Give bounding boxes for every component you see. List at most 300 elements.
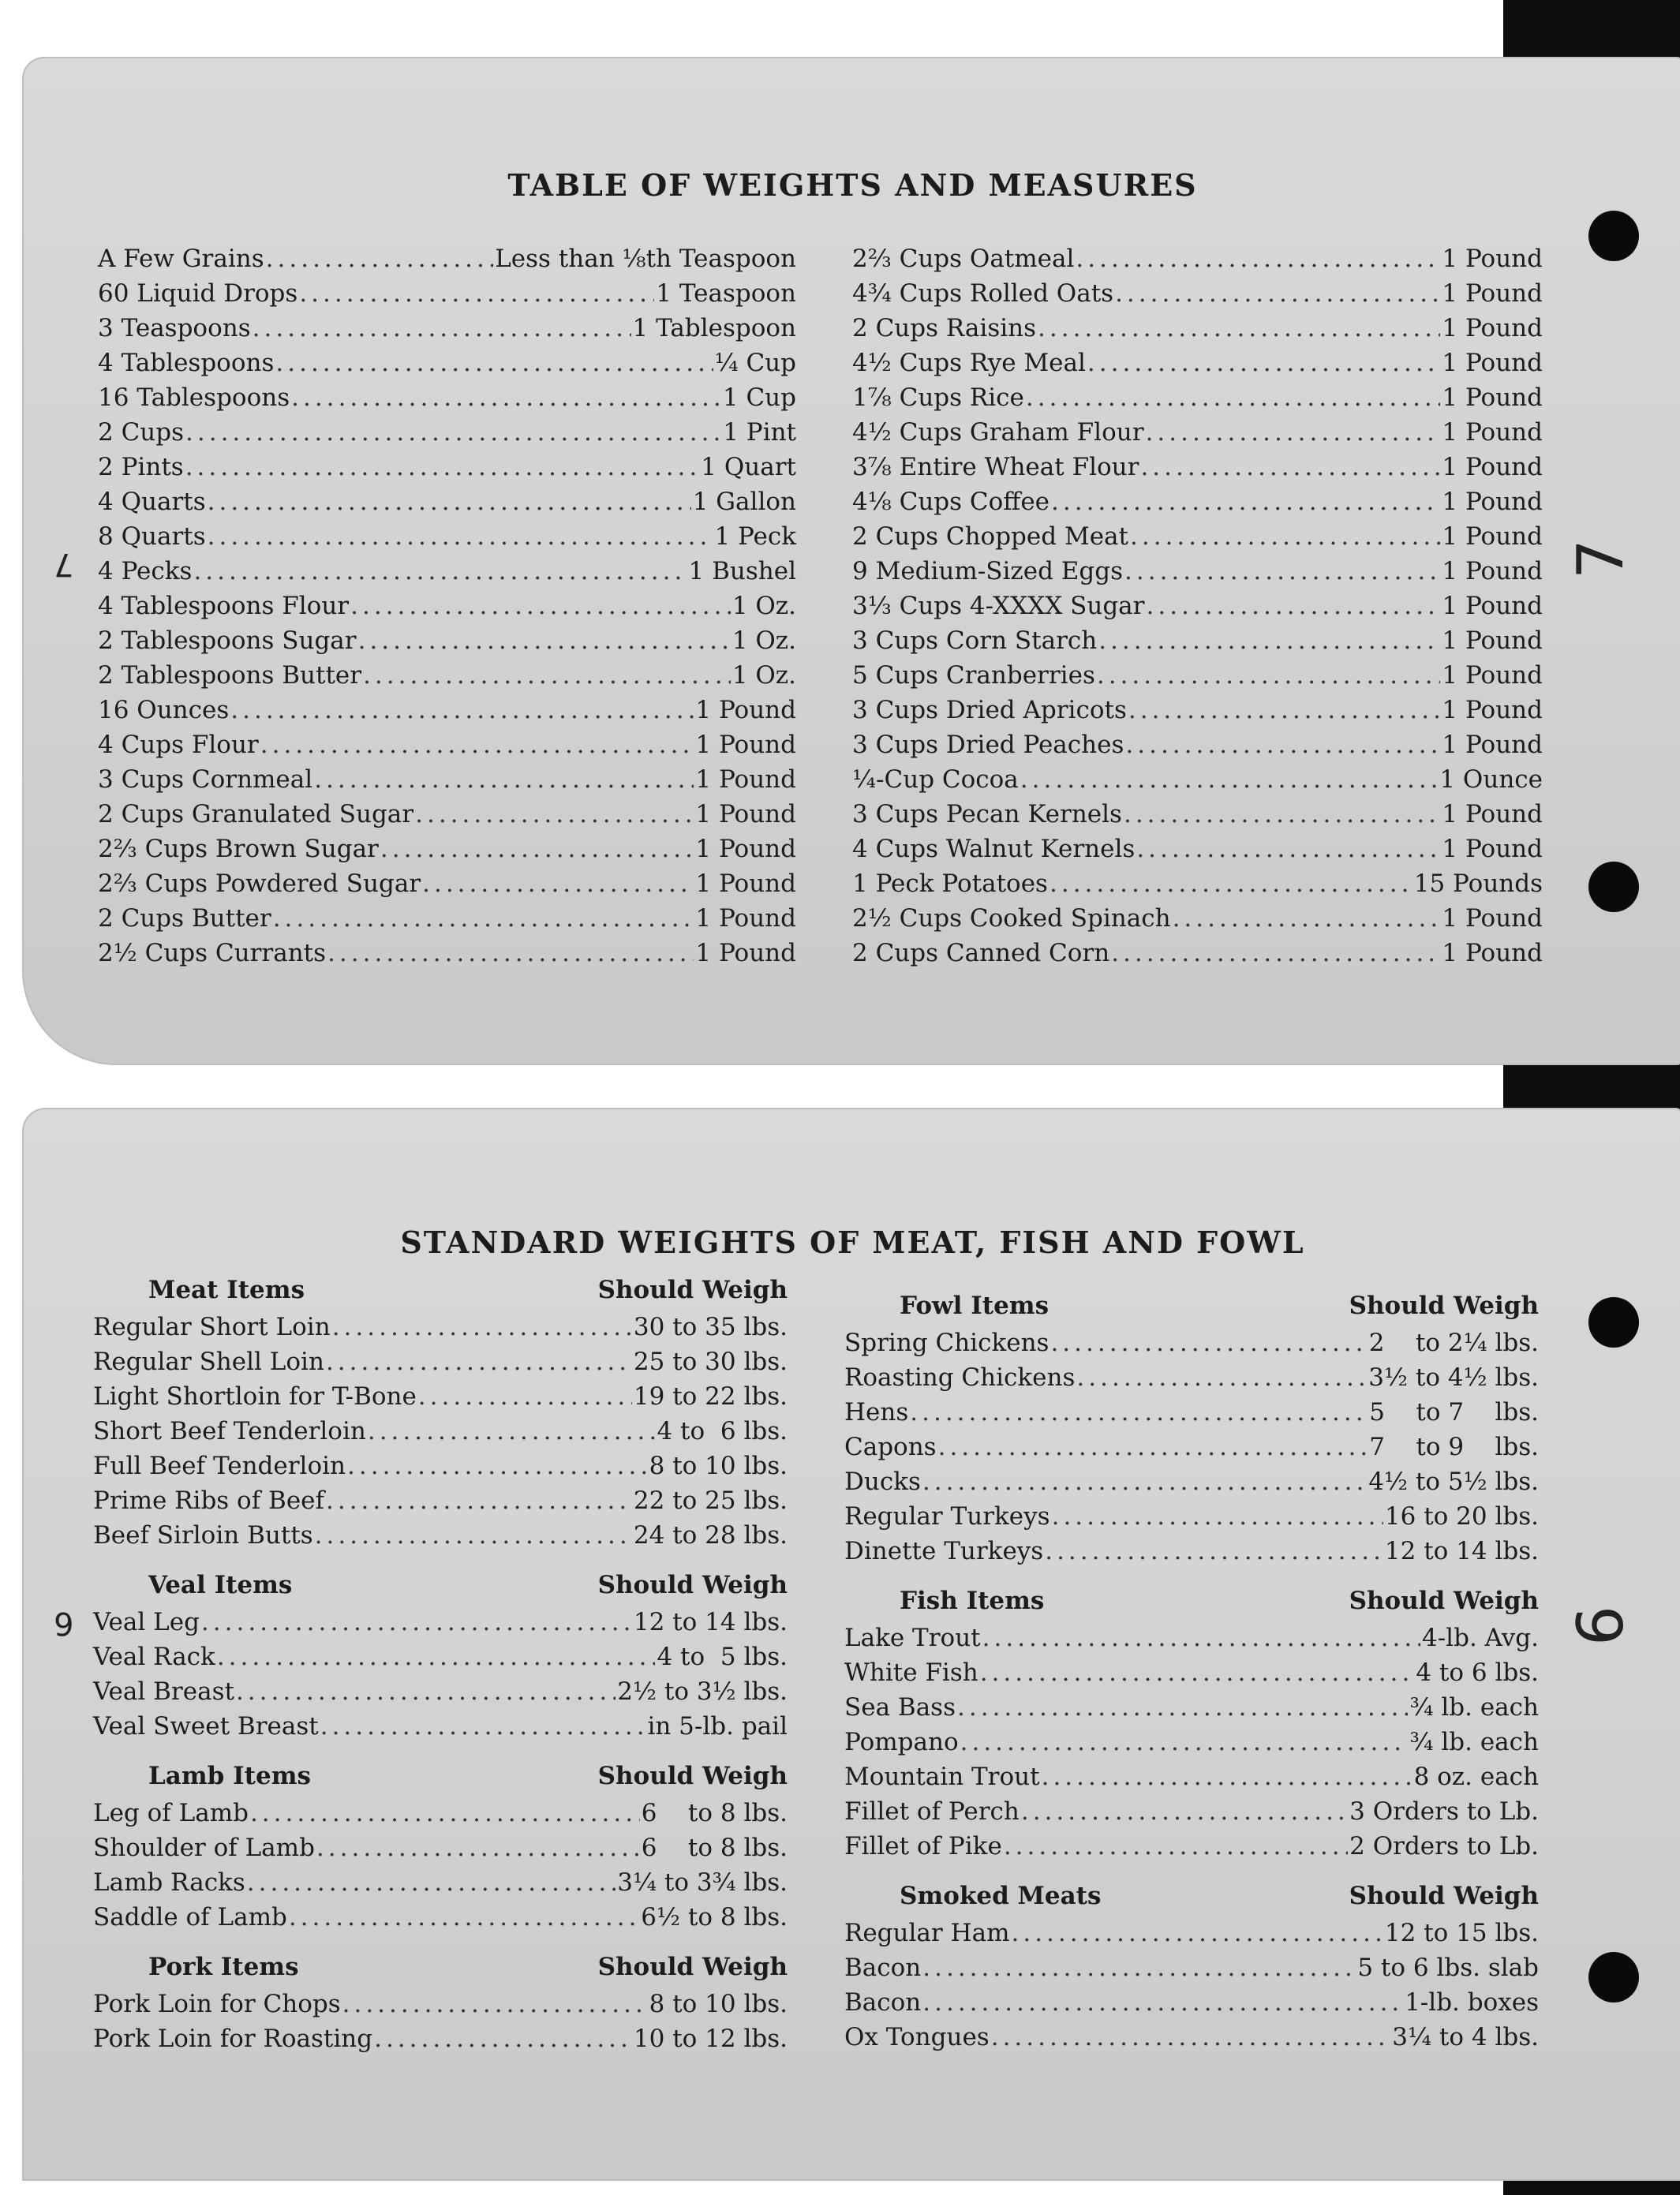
should-weigh-header: Should Weigh <box>597 1571 788 1599</box>
item-label: Veal Sweet Breast <box>93 1712 319 1741</box>
item-value: 1 Pound <box>695 765 796 794</box>
item-value: 2 to 2¼ lbs. <box>1368 1329 1539 1357</box>
dot-leader <box>185 450 700 484</box>
item-value: 8 to 10 lbs. <box>649 1452 788 1480</box>
item-label: 2 Cups Chopped Meat <box>852 522 1128 551</box>
table-row <box>852 727 1543 762</box>
dot-leader <box>1011 1916 1383 1950</box>
dot-leader <box>1098 623 1440 658</box>
dot-leader <box>1128 693 1441 727</box>
item-value: 5 to 6 lbs. slab <box>1357 1954 1539 1982</box>
dot-leader <box>922 1985 1403 2020</box>
table-row <box>844 1464 1539 1499</box>
item-label: Hens <box>844 1398 909 1427</box>
item-label: 2 Tablespoons Butter <box>98 661 362 690</box>
dot-leader <box>314 762 694 797</box>
measures-right-column <box>852 241 1543 970</box>
page-title: STANDARD WEIGHTS OF MEAT, FISH AND FOWL <box>400 1225 1305 1260</box>
table-row <box>93 1379 788 1414</box>
table-row <box>844 1950 1539 1985</box>
table-row <box>852 519 1543 554</box>
dot-leader <box>1124 554 1440 589</box>
table-row <box>852 693 1543 727</box>
handwritten-page-number: 6 <box>1563 1606 1637 1646</box>
margin-page-number: 7 <box>54 546 74 582</box>
dot-leader <box>1173 901 1441 936</box>
dot-leader <box>1050 1326 1367 1360</box>
section-fish-items <box>844 1581 1539 1864</box>
section-heading: Meat Items <box>148 1276 305 1304</box>
table-row <box>852 762 1543 797</box>
table-row <box>93 1674 788 1709</box>
table-row <box>852 658 1543 693</box>
item-label: Prime Ribs of Beef <box>93 1486 324 1515</box>
item-value: 10 to 12 lbs. <box>633 2025 788 2053</box>
dot-leader <box>1125 727 1440 762</box>
section-header <box>844 1581 1539 1621</box>
table-row <box>852 901 1543 936</box>
section-veal-items <box>93 1565 788 1744</box>
dot-leader <box>1021 1794 1348 1829</box>
fowl-fish-column <box>844 1286 1539 2055</box>
measures-left-column <box>98 241 796 970</box>
section-header <box>93 1947 788 1987</box>
dot-leader <box>208 484 691 519</box>
dot-leader <box>327 936 694 970</box>
table-row <box>98 693 796 727</box>
dot-leader <box>1111 936 1440 970</box>
table-row <box>98 276 796 311</box>
dot-leader <box>380 832 694 866</box>
item-value: 1 Pound <box>1442 731 1543 759</box>
item-label: Veal Leg <box>93 1608 200 1636</box>
item-value: 22 to 25 lbs. <box>633 1486 788 1515</box>
dot-leader <box>922 1950 1356 1985</box>
dot-leader <box>236 1674 616 1709</box>
table-row <box>98 519 796 554</box>
item-value: 8 oz. each <box>1413 1763 1539 1791</box>
section-header <box>93 1756 788 1796</box>
dot-leader <box>1045 1534 1383 1569</box>
section-heading: Fish Items <box>900 1587 1045 1615</box>
item-label: 2½ Cups Currants <box>98 939 327 967</box>
meat-items-column <box>93 1270 788 2056</box>
section-header <box>93 1270 788 1310</box>
dot-leader <box>960 1725 1409 1759</box>
item-label: 4½ Cups Rye Meal <box>852 349 1086 377</box>
dot-leader <box>332 1310 632 1344</box>
dot-leader <box>208 519 713 554</box>
item-value: 1 Pound <box>1442 939 1543 967</box>
item-label: 3 Cups Pecan Kernels <box>852 800 1122 828</box>
dot-leader <box>1042 1759 1412 1794</box>
item-value: 4 to 6 lbs. <box>657 1417 788 1445</box>
item-value: 4 to 5 lbs. <box>657 1643 788 1671</box>
table-row <box>852 797 1543 832</box>
should-weigh-header: Should Weigh <box>1349 1587 1539 1615</box>
weights-measures-card <box>22 57 1680 1065</box>
item-value: 4-lb. Avg. <box>1421 1624 1539 1652</box>
binder-hole <box>1588 1297 1639 1348</box>
dot-leader <box>247 1865 616 1900</box>
dot-leader <box>320 1709 646 1744</box>
item-value: 12 to 14 lbs. <box>633 1608 788 1636</box>
table-row <box>844 1360 1539 1395</box>
dot-leader <box>1124 797 1440 832</box>
item-label: Veal Breast <box>93 1677 234 1706</box>
dot-leader <box>275 346 713 380</box>
item-value: 12 to 14 lbs. <box>1384 1537 1539 1565</box>
table-row <box>844 1499 1539 1534</box>
dot-leader <box>922 1464 1367 1499</box>
table-row <box>852 589 1543 623</box>
item-value: 1 Pound <box>1442 245 1543 273</box>
item-label: 3⅓ Cups 4-XXXX Sugar <box>852 592 1145 620</box>
table-row <box>852 276 1543 311</box>
dot-leader <box>250 1796 640 1830</box>
item-label: 3 Cups Cornmeal <box>98 765 313 794</box>
dot-leader <box>347 1449 648 1483</box>
table-row <box>844 1794 1539 1829</box>
table-row <box>844 1430 1539 1464</box>
table-row <box>852 554 1543 589</box>
item-label: Pork Loin for Roasting <box>93 2025 373 2053</box>
item-label: Capons <box>844 1433 937 1461</box>
item-label: Veal Rack <box>93 1643 215 1671</box>
item-value: 1 Pound <box>695 696 796 724</box>
item-value: 1 Pound <box>1442 418 1543 447</box>
item-value: 1 Pound <box>1442 383 1543 412</box>
table-row <box>98 415 796 450</box>
table-row <box>844 1725 1539 1759</box>
item-label: Pompano <box>844 1728 959 1756</box>
standard-weights-card <box>22 1108 1680 2181</box>
dot-leader <box>910 1395 1368 1430</box>
dot-leader <box>1147 589 1441 623</box>
dot-leader <box>982 1621 1420 1655</box>
should-weigh-header: Should Weigh <box>1349 1292 1539 1320</box>
dot-leader <box>1038 311 1440 346</box>
item-value: 6½ to 8 lbs. <box>641 1903 788 1931</box>
section-heading: Smoked Meats <box>900 1882 1102 1910</box>
item-label: Full Beef Tenderloin <box>93 1452 346 1480</box>
item-label: Spring Chickens <box>844 1329 1050 1357</box>
item-value: 1 Pound <box>1442 904 1543 933</box>
section-heading: Fowl Items <box>900 1292 1050 1320</box>
binder-hole <box>1588 1952 1639 2002</box>
item-label: Regular Turkeys <box>844 1502 1050 1531</box>
dot-leader <box>1051 484 1440 519</box>
item-value: 1 Pound <box>695 939 796 967</box>
should-weigh-header: Should Weigh <box>1349 1882 1539 1910</box>
item-label: 1⅞ Cups Rice <box>852 383 1024 412</box>
item-value: 1 Teaspoon <box>656 279 796 308</box>
item-label: Light Shortloin for T-Bone <box>93 1382 417 1411</box>
table-row <box>852 936 1543 970</box>
dot-leader <box>1087 346 1440 380</box>
table-row <box>93 1605 788 1640</box>
should-weigh-header: Should Weigh <box>597 1762 788 1790</box>
table-row <box>98 623 796 658</box>
item-value: 1 Pound <box>1442 626 1543 655</box>
item-value: 1 Pound <box>695 904 796 933</box>
item-value: 2½ to 3½ lbs. <box>617 1677 788 1706</box>
item-value: 1 Pound <box>1442 453 1543 481</box>
table-row <box>844 1829 1539 1864</box>
table-row <box>852 623 1543 658</box>
table-row <box>844 1759 1539 1794</box>
item-value: 15 Pounds <box>1413 869 1543 898</box>
item-value: ¾ lb. each <box>1409 1693 1539 1722</box>
item-label: Lake Trout <box>844 1624 981 1652</box>
table-row <box>93 1640 788 1674</box>
item-label: 2 Cups Granulated Sugar <box>98 800 414 828</box>
item-value: 4½ to 5½ lbs. <box>1368 1468 1539 1496</box>
dot-leader <box>1130 519 1440 554</box>
table-row <box>844 1534 1539 1569</box>
handwritten-page-number: 7 <box>1563 539 1637 579</box>
item-value: 1 Pound <box>695 869 796 898</box>
item-label: 2 Cups Canned Corn <box>852 939 1110 967</box>
item-value: 1 Bushel <box>688 557 796 585</box>
dot-leader <box>368 1414 656 1449</box>
item-label: 4 Tablespoons <box>98 349 275 377</box>
item-value: 1 Pint <box>723 418 796 447</box>
dot-leader <box>374 2021 632 2056</box>
item-value: 1 Pound <box>1442 696 1543 724</box>
item-label: Bacon <box>844 1988 922 2017</box>
item-value: 12 to 15 lbs. <box>1384 1919 1539 1947</box>
item-label: Dinette Turkeys <box>844 1537 1044 1565</box>
dot-leader <box>316 1830 640 1865</box>
table-row <box>93 1900 788 1935</box>
section-header <box>844 1876 1539 1916</box>
item-label: 4 Cups Flour <box>98 731 259 759</box>
table-row <box>852 241 1543 276</box>
dot-leader <box>1052 1499 1383 1534</box>
table-row <box>93 1344 788 1379</box>
dot-leader <box>253 311 631 346</box>
item-label: 2 Tablespoons Sugar <box>98 626 357 655</box>
table-row <box>98 832 796 866</box>
table-row <box>93 1483 788 1518</box>
item-label: Short Beef Tenderloin <box>93 1417 366 1445</box>
dot-leader <box>1004 1829 1348 1864</box>
item-label: Pork Loin for Chops <box>93 1990 341 2018</box>
item-label: Mountain Trout <box>844 1763 1040 1791</box>
dot-leader <box>1140 450 1440 484</box>
item-value: 6 to 8 lbs. <box>641 1799 788 1827</box>
binder-hole <box>1588 862 1639 912</box>
table-row <box>98 380 796 415</box>
table-row <box>98 901 796 936</box>
item-label: 4 Tablespoons Flour <box>98 592 350 620</box>
item-value: 1 Pound <box>1442 800 1543 828</box>
table-row <box>852 484 1543 519</box>
item-label: A Few Grains <box>98 245 264 273</box>
section-meat-items <box>93 1270 788 1553</box>
dot-leader <box>1026 380 1440 415</box>
should-weigh-header: Should Weigh <box>597 1953 788 1981</box>
item-value: 1 Pound <box>1442 314 1543 342</box>
item-label: 2 Cups Raisins <box>852 314 1037 342</box>
dot-leader <box>1115 276 1440 311</box>
item-label: 2⅔ Cups Brown Sugar <box>98 835 379 863</box>
item-value: 1 Pound <box>1442 279 1543 308</box>
page-title: TABLE OF WEIGHTS AND MEASURES <box>507 167 1198 203</box>
table-row <box>93 1796 788 1830</box>
section-header <box>844 1286 1539 1326</box>
dot-leader <box>273 901 694 936</box>
item-value: Less than ⅛th Teaspoon <box>495 245 796 273</box>
table-row <box>844 2020 1539 2055</box>
item-label: 4 Cups Walnut Kernels <box>852 835 1136 863</box>
table-row <box>852 450 1543 484</box>
table-row <box>98 936 796 970</box>
item-value: 2 Orders to Lb. <box>1349 1832 1539 1860</box>
item-value: 3½ to 4½ lbs. <box>1368 1363 1539 1392</box>
item-label: Bacon <box>844 1954 922 1982</box>
item-value: 1 Peck <box>714 522 796 551</box>
dot-leader <box>422 866 694 901</box>
item-value: 1 Gallon <box>692 488 796 516</box>
table-row <box>852 866 1543 901</box>
item-value: 1 Pound <box>1442 592 1543 620</box>
item-label: Beef Sirloin Butts <box>93 1521 313 1550</box>
item-value: 1 Oz. <box>731 661 796 690</box>
item-label: 2⅔ Cups Oatmeal <box>852 245 1075 273</box>
section-heading: Pork Items <box>148 1953 299 1981</box>
table-row <box>98 484 796 519</box>
dot-leader <box>315 1518 632 1553</box>
dot-leader <box>201 1605 632 1640</box>
item-value: 1 Cup <box>722 383 796 412</box>
item-label: Regular Ham <box>844 1919 1010 1947</box>
dot-leader <box>1076 1360 1367 1395</box>
dot-leader <box>230 693 694 727</box>
table-row <box>852 311 1543 346</box>
dot-leader <box>299 276 654 311</box>
table-row <box>844 1395 1539 1430</box>
item-value: 1 Oz. <box>731 592 796 620</box>
dot-leader <box>1020 762 1439 797</box>
item-label: 4 Quarts <box>98 488 206 516</box>
item-label: 2⅔ Cups Powdered Sugar <box>98 869 421 898</box>
item-value: 3¼ to 4 lbs. <box>1392 2023 1539 2051</box>
dot-leader <box>217 1640 656 1674</box>
item-value: ¼ Cup <box>714 349 796 377</box>
item-value: 1 Pound <box>1442 557 1543 585</box>
table-row <box>844 1916 1539 1950</box>
table-row <box>98 450 796 484</box>
item-label: 3 Cups Corn Starch <box>852 626 1098 655</box>
table-row <box>98 241 796 276</box>
item-label: 8 Quarts <box>98 522 206 551</box>
table-row <box>93 1414 788 1449</box>
dot-leader <box>291 380 721 415</box>
item-value: 3¼ to 3¾ lbs. <box>617 1868 788 1897</box>
table-row <box>98 554 796 589</box>
item-value: 1 Ounce <box>1439 765 1543 794</box>
item-value: 1 Pound <box>695 800 796 828</box>
item-value: 1 Tablespoon <box>632 314 796 342</box>
table-row <box>852 346 1543 380</box>
table-row <box>844 1326 1539 1360</box>
item-value: 1 Quart <box>701 453 796 481</box>
item-value: 25 to 30 lbs. <box>633 1348 788 1376</box>
item-value: 1 Pound <box>1442 488 1543 516</box>
dot-leader <box>358 623 731 658</box>
item-value: 30 to 35 lbs. <box>633 1313 788 1341</box>
item-label: 2 Cups <box>98 418 185 447</box>
dot-leader <box>266 241 494 276</box>
item-label: 4¾ Cups Rolled Oats <box>852 279 1114 308</box>
item-value: 1 Pound <box>695 835 796 863</box>
table-row <box>93 1518 788 1553</box>
table-row <box>93 2021 788 2056</box>
item-label: 2 Pints <box>98 453 184 481</box>
item-value: 7 to 9 lbs. <box>1369 1433 1539 1461</box>
item-value: ¾ lb. each <box>1409 1728 1539 1756</box>
dot-leader <box>342 1987 648 2021</box>
dot-leader <box>1097 658 1441 693</box>
table-row <box>98 762 796 797</box>
dot-leader <box>991 2020 1391 2055</box>
dot-leader <box>326 1483 632 1518</box>
item-value: 3 Orders to Lb. <box>1349 1797 1539 1826</box>
item-label: 3 Cups Dried Apricots <box>852 696 1127 724</box>
item-value: 1 Pound <box>1442 349 1543 377</box>
dot-leader <box>350 589 731 623</box>
table-row <box>98 311 796 346</box>
item-label: Regular Shell Loin <box>93 1348 324 1376</box>
item-value: 1 Pound <box>1442 835 1543 863</box>
dot-leader <box>415 797 694 832</box>
item-label: Ducks <box>844 1468 921 1496</box>
item-label: 2 Cups Butter <box>98 904 271 933</box>
table-row <box>98 346 796 380</box>
table-row <box>93 1709 788 1744</box>
margin-page-number: 6 <box>54 1605 74 1641</box>
item-label: Ox Tongues <box>844 2023 990 2051</box>
item-value: 24 to 28 lbs. <box>633 1521 788 1550</box>
table-row <box>93 1449 788 1483</box>
item-label: Fillet of Pike <box>844 1832 1002 1860</box>
item-label: 3 Teaspoons <box>98 314 251 342</box>
table-row <box>852 832 1543 866</box>
table-row <box>844 1621 1539 1655</box>
item-label: 3⅞ Entire Wheat Flour <box>852 453 1139 481</box>
table-row <box>98 658 796 693</box>
item-value: 6 to 8 lbs. <box>641 1834 788 1862</box>
item-label: 60 Liquid Drops <box>98 279 298 308</box>
item-label: Sea Bass <box>844 1693 956 1722</box>
dot-leader <box>1136 832 1440 866</box>
item-label: Fillet of Perch <box>844 1797 1020 1826</box>
table-row <box>98 727 796 762</box>
item-label: White Fish <box>844 1658 978 1687</box>
item-value: 19 to 22 lbs. <box>633 1382 788 1411</box>
item-label: Roasting Chickens <box>844 1363 1076 1392</box>
item-label: 3 Cups Dried Peaches <box>852 731 1124 759</box>
dot-leader <box>1050 866 1412 901</box>
item-value: 4 to 6 lbs. <box>1416 1658 1539 1687</box>
table-row <box>844 1690 1539 1725</box>
item-label: 1 Peck Potatoes <box>852 869 1048 898</box>
table-row <box>98 589 796 623</box>
dot-leader <box>980 1655 1415 1690</box>
dot-leader <box>1146 415 1441 450</box>
